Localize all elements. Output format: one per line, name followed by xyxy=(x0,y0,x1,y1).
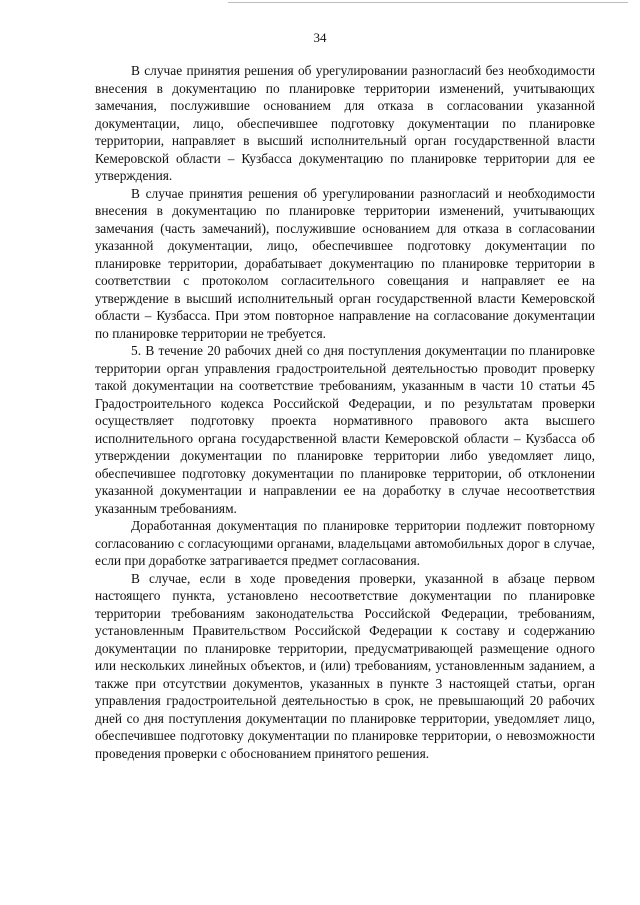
paragraph-settlement-without-changes: В случае принятия решения об урегулировании разногласий без необходимости внесения в документацию по планировке территории изменений, учитывающих замечания, послужившие основанием для отказа в согласовании указанной документации, лицо, обеспечившее подготовку документации по планировке территории, направляет в высший исполнительный орган государственной власти Кемеровской области – Кузбасса документацию по планировке территории для ее утверждения. xyxy=(95,63,595,183)
document-body xyxy=(95,62,595,762)
top-scan-line xyxy=(228,2,628,3)
paragraph-nonconformity-notice: В случае, если в ходе проведения проверки, указанной в абзаце первом настоящего пункта, установлено несоответствие документации по планировке территории требованиям законодательства Российской Федерации, требованиям, установленным Правительством Российской Федерации к составу и содержанию документации по планировке территории, предусматривающей размещение одного или нескольких линейных объектов, и (или) требованиям, установленным заданием, а также при отсутствии документов, указанных в пункте 3 настоящей статьи, орган управления градостроительной деятельностью в срок, не превышающий 20 рабочих дней со дня поступления документации по планировке территории, уведомляет лицо, обеспечившее подготовку документации по планировке территории, о невозможности проведения проверки с обоснованием принятого решения. xyxy=(95,570,595,761)
page-number: 34 xyxy=(313,30,327,45)
paragraph-settlement-with-changes: В случае принятия решения об урегулировании разногласий и необходимости внесения в документацию по планировке территории изменений, учитывающих замечания (часть замечаний), послужившие основанием для отказа в согласовании указанной документации, лицо, обеспечившее подготовку документации по планировке территории, дорабатывает документацию по планировке территории в соответствии с протоколом согласительного совещания и направляет ее на утверждение в высший исполнительный орган государственной власти Кемеровской области – Кузбасса. При этом повторное направление на согласование документации по планировке территории не требуется. xyxy=(95,185,595,341)
paragraph-item-5-review: 5. В течение 20 рабочих дней со дня поступления документации по планировке территории орган управления градостроительной деятельностью проводит проверку такой документации на соответствие требованиям, указанным в части 10 статьи 45 Градостроительного кодекса Российской Федерации, и по результатам проверки осуществляет подготовку проекта нормативного правового акта высшего исполнительного органа государственной власти Кемеровской области – Кузбасса об утверждении документации по планировке территории либо уведомляет лицо, обеспечившее подготовку документации по планировке территории, об отклонении указанной документации и направлении ее на доработку в случае несоответствия указанным требованиям. xyxy=(95,343,595,516)
paragraph-reapproval: Доработанная документация по планировке территории подлежит повторному согласованию с согласующими органами, владельцами автомобильных дорог в случае, если при доработке затрагивается предмет согласования. xyxy=(95,518,595,568)
